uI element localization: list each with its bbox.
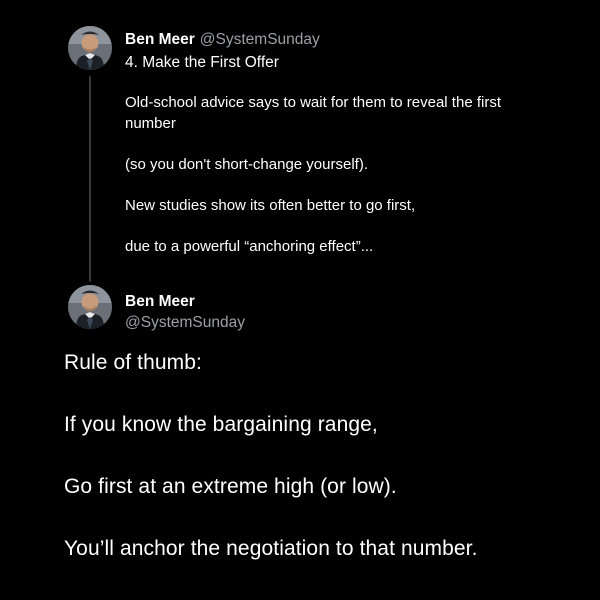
quote-text-block — [64, 350, 574, 562]
tweet-body — [125, 92, 525, 257]
reply-author-display-name[interactable]: Ben Meer — [125, 293, 195, 310]
thread-connector-line — [89, 76, 91, 282]
avatar-portrait-icon — [68, 26, 112, 70]
reply-author — [125, 291, 245, 333]
quote-line: Rule of thumb: — [64, 351, 202, 374]
avatar-portrait-icon — [68, 285, 112, 329]
avatar[interactable] — [68, 285, 112, 329]
quote-line: If you know the bargaining range, — [64, 413, 378, 436]
quote-line: You’ll anchor the negotiation to that number. — [64, 537, 478, 560]
tweet-header — [125, 30, 525, 74]
tweet-paragraph: New studies show its often better to go first, — [125, 197, 416, 214]
author-display-name[interactable]: Ben Meer — [125, 31, 195, 48]
author-handle[interactable]: @SystemSunday — [199, 31, 320, 48]
quote-line: Go first at an extreme high (or low). — [64, 475, 397, 498]
avatar[interactable] — [68, 26, 112, 70]
tweet-paragraph: Old-school advice says to wait for them to reveal the first number — [125, 94, 501, 132]
author-name-row — [125, 30, 525, 50]
reply-author-handle[interactable]: @SystemSunday — [125, 314, 245, 331]
tweet-paragraph: (so you don't short-change yourself). — [125, 156, 368, 173]
tweet-headline: 4. Make the First Offer — [125, 54, 279, 71]
tweet-paragraph: due to a powerful “anchoring effect”... — [125, 238, 374, 255]
